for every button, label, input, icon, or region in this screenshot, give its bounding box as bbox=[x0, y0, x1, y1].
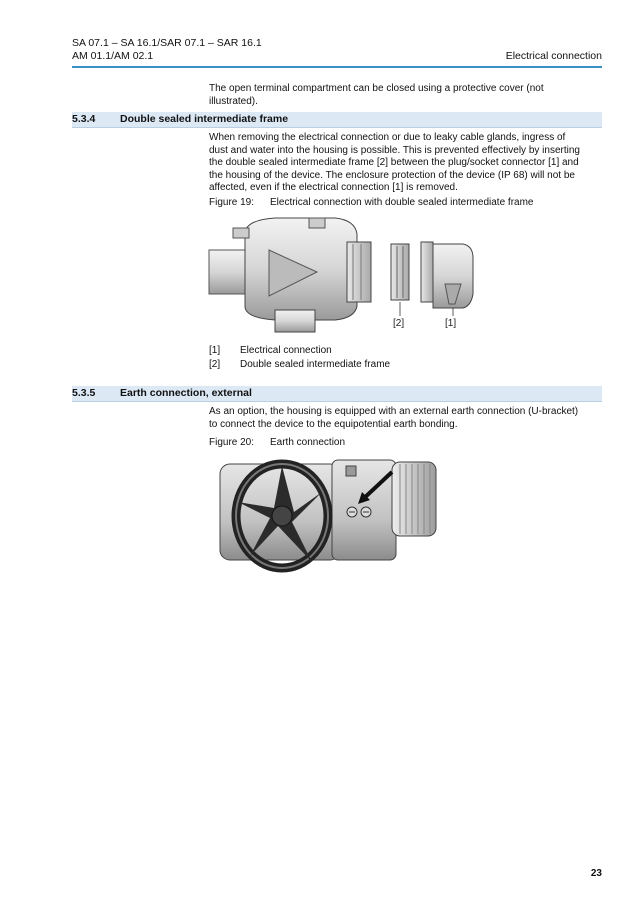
figure-19-illustration bbox=[205, 214, 480, 334]
legend-text: Double sealed intermediate frame bbox=[240, 359, 391, 370]
section-number: 5.3.5 bbox=[72, 387, 96, 399]
paragraph-line: affected, even if the electrical connection [1] is removed. bbox=[209, 182, 458, 194]
legend-text: Electrical connection bbox=[240, 345, 332, 356]
figure-caption: Earth connection bbox=[270, 437, 346, 448]
plug-connector bbox=[421, 242, 473, 308]
paragraph-line: the double sealed intermediate frame [2] between the plug/socket connector [1] and bbox=[209, 157, 579, 169]
intro-line: illustrated). bbox=[209, 95, 258, 107]
header-title-line2: AM 01.1/AM 02.1 bbox=[72, 50, 154, 62]
page-number: 23 bbox=[590, 868, 602, 879]
figure-caption: Electrical connection with double sealed intermediate frame bbox=[270, 197, 534, 208]
section-paragraph bbox=[209, 132, 604, 195]
figure-20-illustration bbox=[212, 452, 444, 578]
figure-legend bbox=[209, 344, 390, 372]
legend-item bbox=[209, 344, 390, 358]
section-title: Earth connection, external bbox=[120, 387, 252, 399]
paragraph-line: to connect the device to the equipotential earth bonding. bbox=[209, 418, 458, 430]
intermediate-frame bbox=[391, 244, 409, 300]
paragraph-line: When removing the electrical connection or due to leaky cable glands, ingress of bbox=[209, 132, 566, 143]
paragraph-line: the housing of the device. The enclosure protection of the device (IP 68) will not be bbox=[209, 169, 575, 181]
callout-label-2: [2] bbox=[393, 318, 405, 329]
section-number: 5.3.4 bbox=[72, 113, 96, 125]
header-left bbox=[72, 37, 262, 63]
legend-number: [2] bbox=[209, 359, 221, 370]
header-chapter: Electrical connection bbox=[505, 50, 602, 62]
legend-item bbox=[209, 358, 390, 372]
callout-label-1: [1] bbox=[445, 318, 457, 329]
header-title-line1: SA 07.1 – SA 16.1/SAR 07.1 – SAR 16.1 bbox=[72, 37, 262, 49]
paragraph-line: As an option, the housing is equipped with an external earth connection (U-bracket) bbox=[209, 406, 579, 417]
intro-paragraph bbox=[209, 83, 604, 108]
figure-number: Figure 19: bbox=[209, 197, 255, 208]
header-rule bbox=[72, 66, 602, 68]
section-title: Double sealed intermediate frame bbox=[120, 113, 289, 125]
device-housing bbox=[209, 218, 371, 332]
paragraph-line: dust and water into the housing is possible. This is prevented effectively by inserting bbox=[209, 144, 580, 156]
intro-line: The open terminal compartment can be closed using a protective cover (not bbox=[209, 83, 544, 94]
section-paragraph bbox=[209, 406, 604, 431]
figure-number: Figure 20: bbox=[209, 437, 255, 448]
legend-number: [1] bbox=[209, 345, 221, 356]
